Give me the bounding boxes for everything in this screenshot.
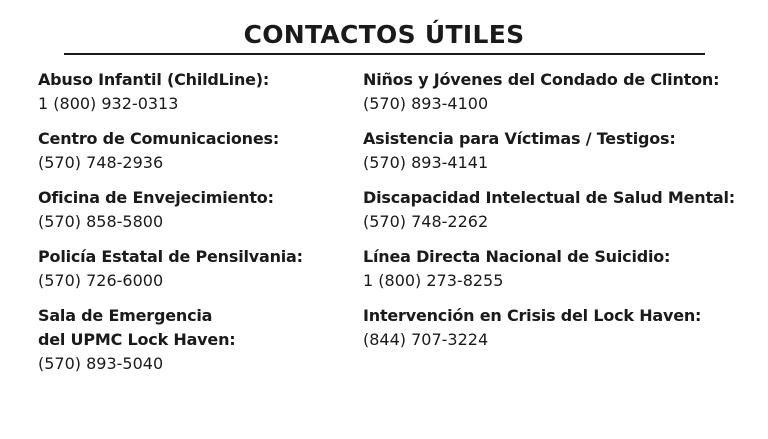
page-title: CONTACTOS ÚTILES: [243, 20, 525, 49]
contact-name: Abuso Infantil (ChildLine):: [38, 70, 270, 89]
contact-entry: [363, 186, 763, 234]
contact-entry: [363, 304, 763, 352]
contact-entry: [363, 68, 763, 116]
contact-name: Intervención en Crisis del Lock Haven:: [363, 306, 702, 325]
contact-entry: [363, 127, 763, 175]
contact-entry: [38, 304, 353, 376]
contact-phone: (570) 748-2262: [363, 212, 489, 231]
contact-name: Policía Estatal de Pensilvania:: [38, 247, 303, 266]
contact-name: Oficina de Envejecimiento:: [38, 188, 274, 207]
contact-phone: (570) 858-5800: [38, 212, 164, 231]
contact-phone: (570) 748-2936: [38, 153, 164, 172]
contact-phone: 1 (800) 932-0313: [38, 94, 179, 113]
contacts-left-column: [38, 68, 353, 387]
contact-entry: [38, 186, 353, 234]
contact-phone: (570) 726-6000: [38, 271, 164, 290]
contact-name: Centro de Comunicaciones:: [38, 129, 280, 148]
contact-entry: [38, 68, 353, 116]
contact-name: Discapacidad Intelectual de Salud Mental:: [363, 188, 736, 207]
contacts-right-column: [363, 68, 763, 363]
contact-entry: [363, 245, 763, 293]
contact-name: Sala de Emergencia del UPMC Lock Haven:: [38, 306, 236, 349]
contact-phone: (844) 707-3224: [363, 330, 489, 349]
contact-phone: (570) 893-4100: [363, 94, 489, 113]
contact-phone: 1 (800) 273-8255: [363, 271, 504, 290]
contact-entry: [38, 245, 353, 293]
contact-name: Línea Directa Nacional de Suicidio:: [363, 247, 671, 266]
contact-name: Niños y Jóvenes del Condado de Clinton:: [363, 70, 720, 89]
contact-phone: (570) 893-4141: [363, 153, 489, 172]
contact-name: Asistencia para Víctimas / Testigos:: [363, 129, 676, 148]
title-underline: [64, 53, 705, 55]
contact-phone: (570) 893-5040: [38, 354, 164, 373]
contact-entry: [38, 127, 353, 175]
